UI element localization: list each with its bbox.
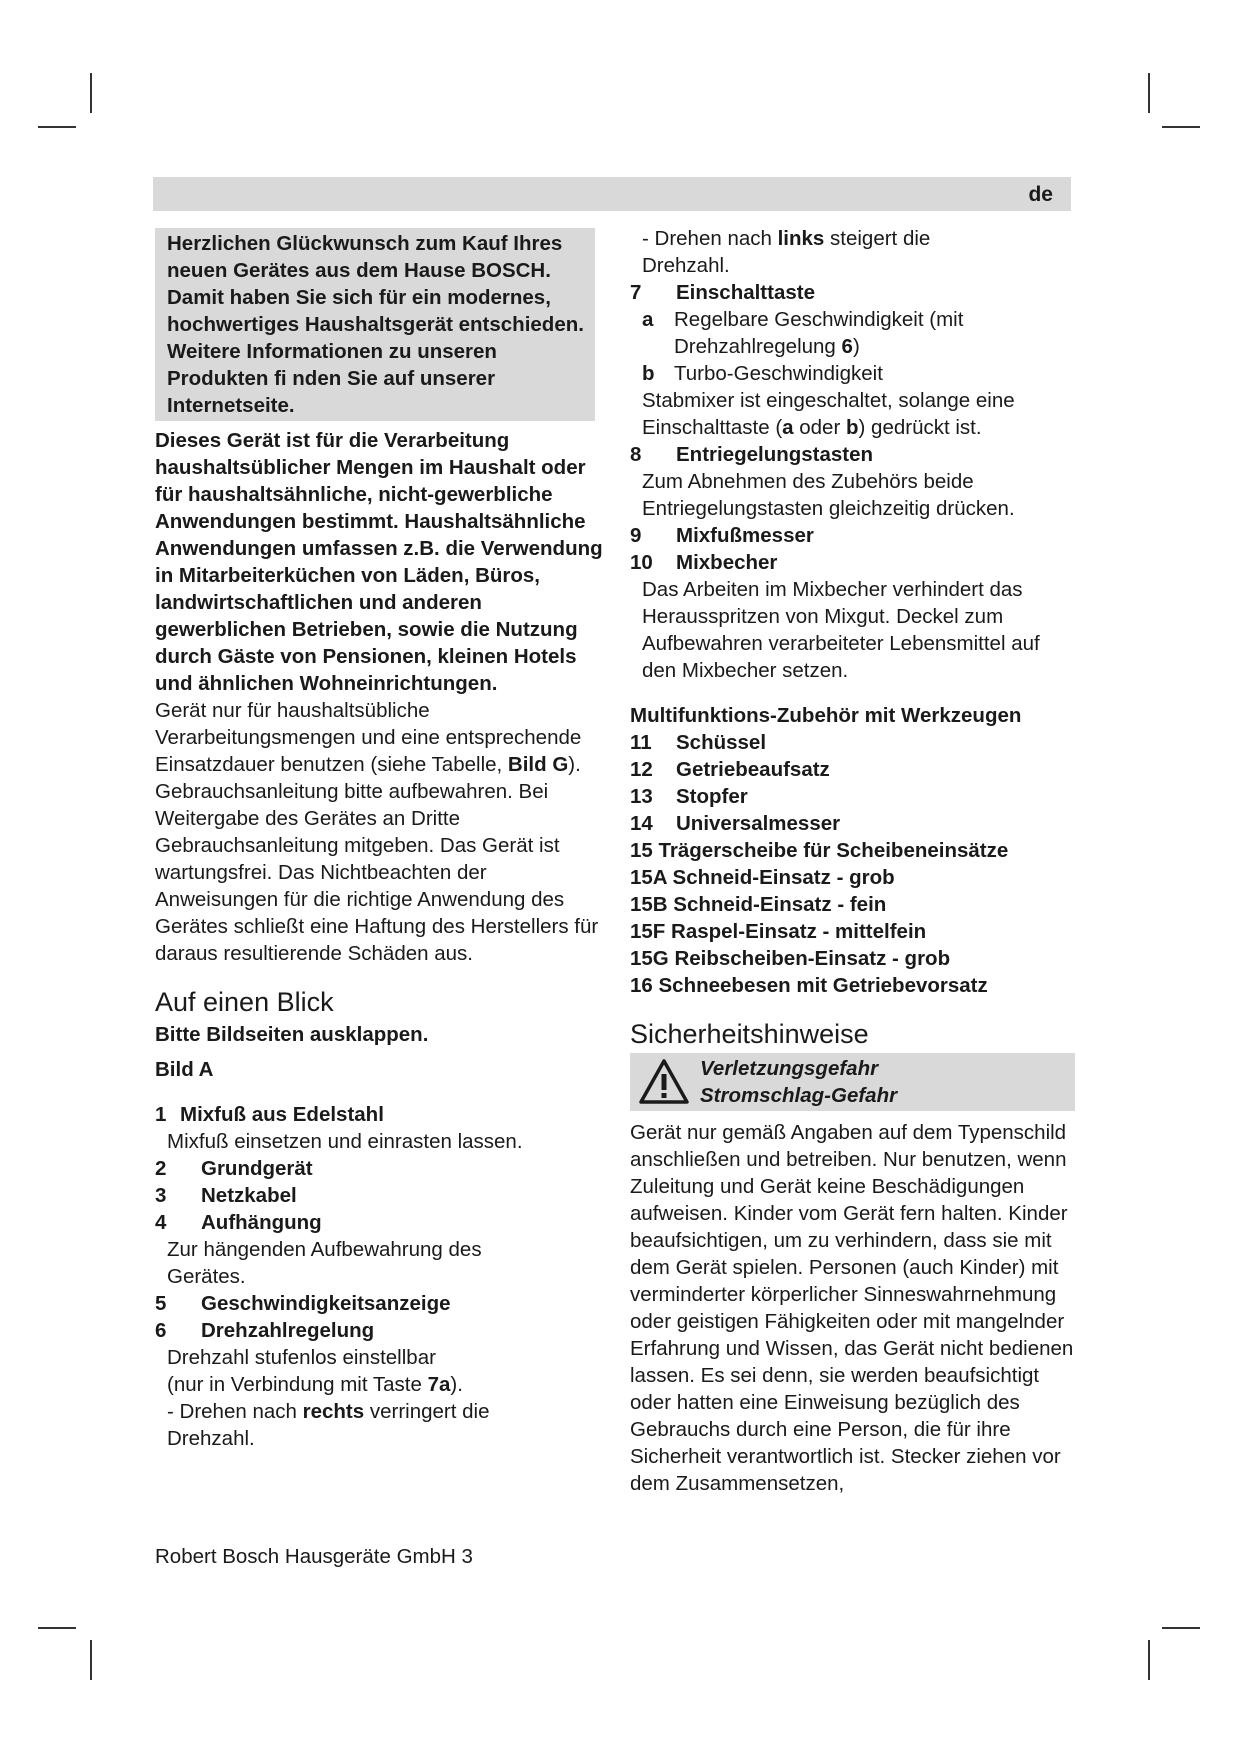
overview-subtitle: Bitte Bildseiten ausklappen. <box>155 1023 429 1046</box>
list-item: 5 Geschwindigkeitsanzeige <box>155 1292 451 1315</box>
warning-triangle-icon <box>638 1058 690 1106</box>
header-bar <box>153 177 1071 211</box>
crop-mark <box>90 73 92 113</box>
item-description: Zur hängenden Aufbewahrung des Gerätes. <box>167 1238 482 1288</box>
item-description: Das Arbeiten im Mixbecher verhindert das Herausspritzen von Mixgut. Deckel zum Aufbewahren verarbeiteter Lebensmittel auf den Mixbecher setzen. <box>642 578 1040 682</box>
list-item: 2 Grundgerät <box>155 1157 313 1180</box>
item-description: (nur in Verbindung mit Taste 7a). <box>167 1373 463 1396</box>
safety-title: Sicherheitshinweise <box>630 1019 869 1049</box>
list-item: 15B Schneid-Einsatz - fein <box>630 893 887 916</box>
intro-box <box>155 228 595 421</box>
warning-box <box>630 1053 1075 1111</box>
list-item: 10 Mixbecher <box>630 551 778 574</box>
list-item: 7 Einschalttaste <box>630 281 815 304</box>
usage-text: Gerät nur für haushaltsübliche Verarbeitungsmengen und eine entsprechende Einsatzdauer benutzen (siehe Tabelle, Bild G). <box>155 699 582 776</box>
crop-mark <box>38 126 76 128</box>
usage-bold-text: Dieses Gerät ist für die Verarbeitung haushaltsüblicher Mengen im Haushalt oder für haushaltsähnliche, nicht-gewerbliche Anwendungen bestimmt. Haushaltsähnliche Anwendungen umfassen z.B. die Verwendung in Mitarbeiterküchen von Läden, Büros, landwirtschaftlichen und anderen gewerblichen Betrieben, sowie die Nutzung durch Gäste von Pensionen, kleinen Hotels und ähnlichen Wohneinrichtungen. <box>155 429 603 695</box>
list-item: 9 Mixfußmesser <box>630 524 814 547</box>
right-column <box>630 225 1075 1497</box>
sub-item: b Turbo-Geschwindigkeit <box>642 362 883 385</box>
item-description: Mixfuß einsetzen und einrasten lassen. <box>167 1130 523 1153</box>
list-item: 4 Aufhängung <box>155 1211 322 1234</box>
item-description: Stabmixer ist eingeschaltet, solange eine Einschalttaste (a oder b) gedrückt ist. <box>642 389 1015 439</box>
list-item: 6 Drehzahlregelung <box>155 1319 375 1342</box>
list-item: 13 Stopfer <box>630 785 748 808</box>
intro-text: Herzlichen Glückwunsch zum Kauf Ihres neuen Gerätes aus dem Hause BOSCH. Damit haben Sie sich für ein modernes, hochwertiges Haushaltsgerät entschieden. Weitere Informationen zu unseren Produkten fi nden Sie auf unserer Internetseite. <box>167 232 584 417</box>
list-item: 15F Raspel-Einsatz - mittelfein <box>630 920 927 943</box>
list-item: 15 Trägerscheibe für Scheibeneinsätze <box>630 839 1009 862</box>
list-item: 16 Schneebesen mit Getriebevorsatz <box>630 974 988 997</box>
list-item: 3 Netzkabel <box>155 1184 297 1207</box>
usage-text-2: Gebrauchsanleitung bitte aufbewahren. Bei Weitergabe des Gerätes an Dritte Gebrauchsanleitung mitgeben. Das Gerät ist wartungsfrei. Das Nichtbeachten der Anweisungen für die richtige Anwendung des Gerätes schließt eine Haftung des Herstellers für daraus resultierende Schäden aus. <box>155 780 599 965</box>
figure-label: Bild A <box>155 1058 214 1081</box>
item-description: - Drehen nach rechts verringert die Drehzahl. <box>167 1400 490 1450</box>
accessories-title: Multifunktions-Zubehör mit Werkzeugen <box>630 704 1022 727</box>
list-item: 8 Entriegelungstasten <box>630 443 874 466</box>
item-description: - Drehen nach links steigert die Drehzahl. <box>642 227 931 277</box>
crop-mark <box>38 1627 76 1629</box>
overview-title: Auf einen Blick <box>155 987 334 1017</box>
crop-mark <box>1148 1640 1150 1680</box>
list-item: 15G Reibscheiben-Einsatz - grob <box>630 947 951 970</box>
list-item: 1 Mixfuß aus Edelstahl <box>155 1103 384 1126</box>
crop-mark <box>1148 73 1150 113</box>
left-column <box>155 228 605 1452</box>
footer: Robert Bosch Hausgeräte GmbH 3 <box>155 1545 473 1568</box>
crop-mark <box>1162 1627 1200 1629</box>
language-code: de <box>1028 183 1053 206</box>
safety-text: Gerät nur gemäß Angaben auf dem Typenschild anschließen und betreiben. Nur benutzen, wenn Zuleitung und Gerät keine Beschädigungen aufweisen. Kinder vom Gerät fern halten. Kinder beaufsichtigen, um zu verhindern, dass sie mit dem Gerät spielen. Personen (auch Kinder) mit verminderter körperlicher Sinneswahrnehmung oder geistigen Fähigkeiten oder mit mangelnder Erfahrung und Wissen, das Gerät nicht bedienen lassen. Es sei denn, sie werden beaufsichtigt oder hatten eine Einweisung bezüglich des Gebrauchs durch eine Person, die für ihre Sicherheit verantwortlich ist. Stecker ziehen vor dem Zusammensetzen, <box>630 1121 1074 1495</box>
sub-item: a Regelbare Geschwindigkeit (mit Drehzahlregelung 6) <box>642 308 964 358</box>
list-item: 14 Universalmesser <box>630 812 841 835</box>
list-item: 12 Getriebeaufsatz <box>630 758 830 781</box>
warning-text: Verletzungsgefahr Stromschlag-Gefahr <box>700 1057 898 1107</box>
list-item: 11 Schüssel <box>630 731 767 754</box>
crop-mark <box>90 1640 92 1680</box>
crop-mark <box>1162 126 1200 128</box>
item-description: Zum Abnehmen des Zubehörs beide Entriegelungstasten gleichzeitig drücken. <box>642 470 1015 520</box>
list-item: 15A Schneid-Einsatz - grob <box>630 866 895 889</box>
item-description: Drehzahl stufenlos einstellbar <box>167 1346 436 1369</box>
